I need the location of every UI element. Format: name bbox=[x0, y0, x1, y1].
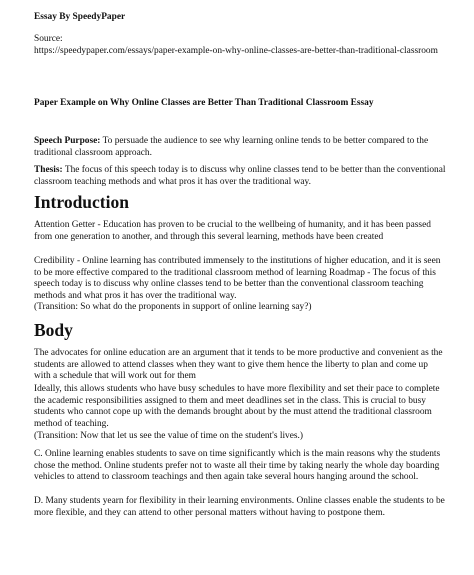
source-label: Source: bbox=[34, 34, 63, 44]
body-paragraph: The advocates for online education are an argument that it tends to be more productive and convenient as the students are allowed to attend classes when they want to give them hence the liberty to plan and come up with a schedule that will work out for them bbox=[34, 348, 443, 382]
thesis bbox=[34, 165, 446, 188]
thesis-text: The focus of this speech today is to discuss why online classes tend to be better than the conventional classroom teaching methods and what pros it has over the traditional way. bbox=[34, 165, 446, 187]
body-paragraph: D. Many students yearn for flexibility in their learning environments. Online classes enable the students to be more flexible, and they can attend to other personal matters without having to postpone them. bbox=[34, 496, 445, 518]
document-title: Paper Example on Why Online Classes are Better Than Traditional Classroom Essay bbox=[34, 98, 374, 108]
body-paragraph: Ideally, this allows students who have busy schedules to have more flexibility and set their pace to complete the academic responsibilities assigned to them and meet deadlines set in the class. This is crucial to busy students who cannot cope up with the demands brought about by the must attend the traditional classroom method of teaching. bbox=[34, 384, 440, 429]
body-heading: Body bbox=[34, 320, 73, 340]
source-url[interactable]: https://speedypaper.com/essays/paper-example-on-why-online-classes-are-better-than-traditional-classroom bbox=[34, 45, 438, 56]
brand-header: Essay By SpeedyPaper bbox=[34, 12, 126, 22]
body-paragraph: C. Online learning enables students to save on time significantly which is the main reasons why the students chose the method. Online students prefer not to waste all their time by taking nearly the whole day boarding vehicles to attend to classroom teachings and then again take several hours hanging around the school. bbox=[34, 449, 441, 483]
intro-paragraph: Credibility - Online learning has contributed immensely to the institutions of higher education, and it is seen to be more effective compared to the traditional classroom method of learning Roadmap - The focus of this speech today is to discuss why online classes tend to be better than the conventional classroom teaching methods and what pros it has over the traditional way. bbox=[34, 256, 441, 301]
speech-purpose-label: Speech Purpose: bbox=[34, 136, 101, 146]
speech-purpose-text: To persuade the audience to see why learning online tends to be better compared to the traditional classroom approach. bbox=[34, 136, 429, 158]
intro-paragraph: Attention Getter - Education has proven to be crucial to the wellbeing of humanity, and it has been passed from one generation to another, and through this several learning, methods have been created bbox=[34, 220, 431, 242]
source-block bbox=[34, 34, 446, 57]
introduction-heading: Introduction bbox=[34, 192, 129, 212]
speech-purpose bbox=[34, 136, 446, 159]
intro-transition: (Transition: So what do the proponents in support of online learning say?) bbox=[34, 302, 312, 312]
thesis-label: Thesis: bbox=[34, 165, 63, 175]
body-transition: (Transition: Now that let us see the value of time on the student's lives.) bbox=[34, 431, 304, 441]
